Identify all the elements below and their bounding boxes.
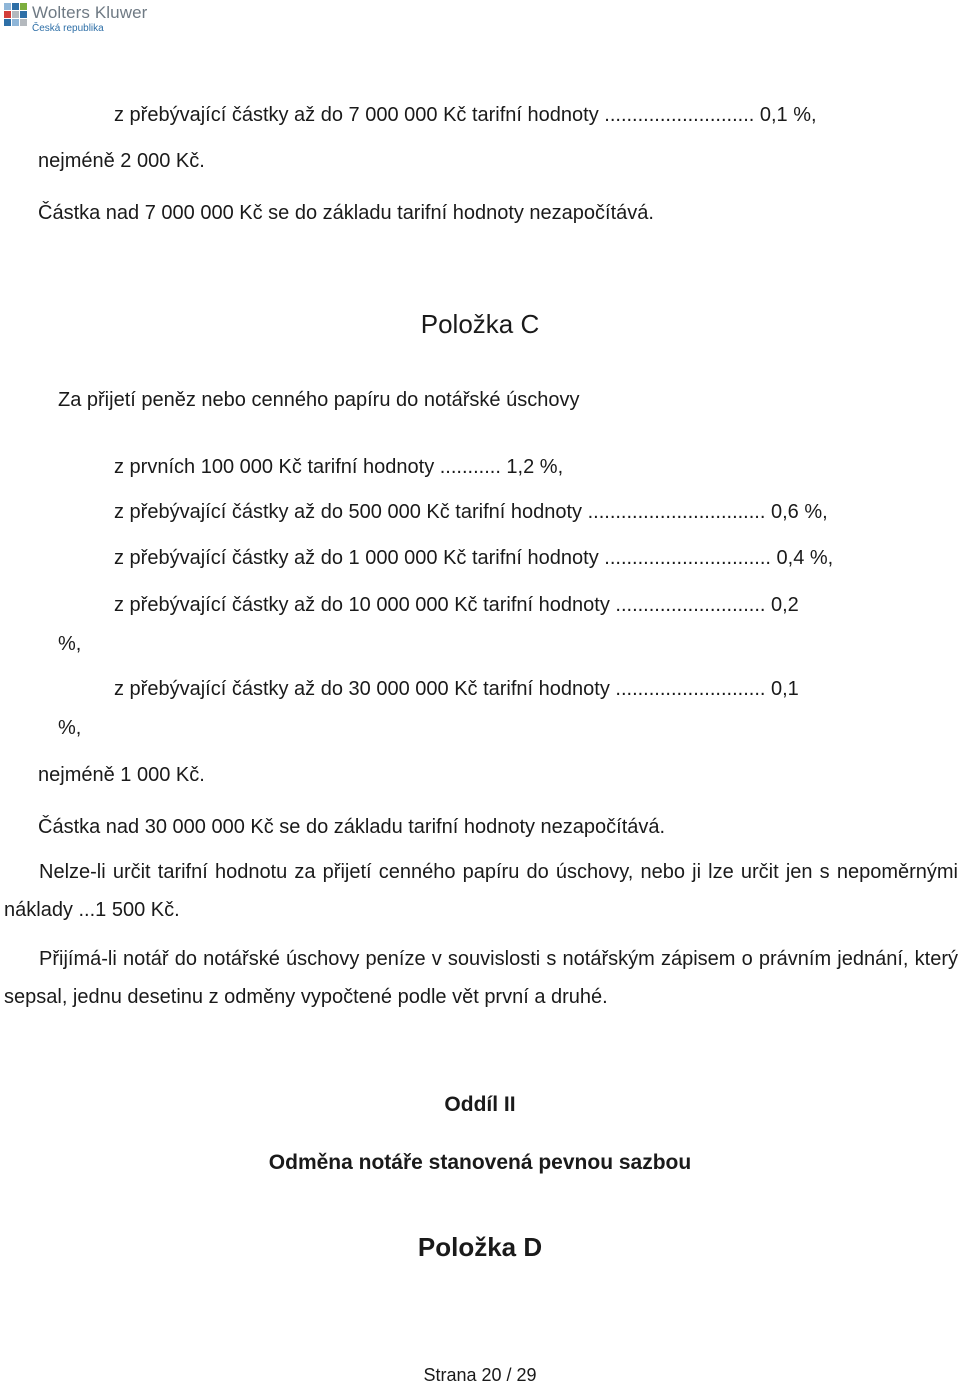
rate-line-100k: z prvních 100 000 Kč tarifní hodnoty ........... 1,2 %, bbox=[114, 456, 564, 478]
brand-subtitle: Česká republika bbox=[32, 23, 104, 34]
minimum-line-c: nejméně 1 000 Kč. bbox=[38, 764, 205, 786]
rate-line-1m: z přebývající částky až do 1 000 000 Kč tarifní hodnoty .............................. 0,4 %, bbox=[114, 547, 834, 569]
rate-line-500k: z přebývající částky až do 500 000 Kč tarifní hodnoty ................................ 0,6 %, bbox=[114, 501, 828, 523]
paragraph-undeterminable-value: Nelze-li určit tarifní hodnotu za přijetí cenného papíru do úschovy, nebo ji lze určit jen s nepoměrnými náklady ...1 500 Kč. bbox=[4, 861, 958, 921]
rate-line-30m: z přebývající částky až do 30 000 000 Kč tarifní hodnoty ........................... 0,1 bbox=[114, 678, 799, 700]
paragraph-notarial-deed: Přijímá-li notář do notářské úschovy peníze v souvislosti s notářským zápisem o právním jednání, který sepsal, jednu desetinu z odměny vypočtené podle vět první a druhé. bbox=[4, 948, 958, 1008]
page-number: Strana 20 / 29 bbox=[423, 1365, 537, 1385]
polozka-c-intro: Za přijetí peněz nebo cenného papíru do notářské úschovy bbox=[58, 389, 580, 411]
rate-line-30m-suffix: %, bbox=[58, 717, 82, 739]
rate-line-7m: z přebývající částky až do 7 000 000 Kč tarifní hodnoty ........................... 0,1 %, bbox=[114, 104, 817, 126]
minimum-line: nejméně 2 000 Kč. bbox=[38, 150, 205, 172]
cap-note-c: Částka nad 30 000 000 Kč se do základu tarifní hodnoty nezapočítává. bbox=[38, 816, 666, 838]
section-title-oddil: Oddíl II bbox=[444, 1093, 516, 1116]
cap-note: Částka nad 7 000 000 Kč se do základu tarifní hodnoty nezapočítává. bbox=[38, 202, 654, 224]
section-subtitle-oddil: Odměna notáře stanovená pevnou sazbou bbox=[268, 1151, 692, 1174]
rate-line-10m: z přebývající částky až do 10 000 000 Kč tarifní hodnoty ........................... 0,2 bbox=[114, 594, 799, 616]
section-title-polozka-c: Položka C bbox=[420, 309, 540, 339]
section-title-polozka-d: Položka D bbox=[417, 1232, 543, 1262]
rate-line-10m-suffix: %, bbox=[58, 633, 82, 655]
wolters-kluwer-logo-icon bbox=[4, 3, 28, 27]
brand-name: Wolters Kluwer bbox=[32, 3, 148, 22]
